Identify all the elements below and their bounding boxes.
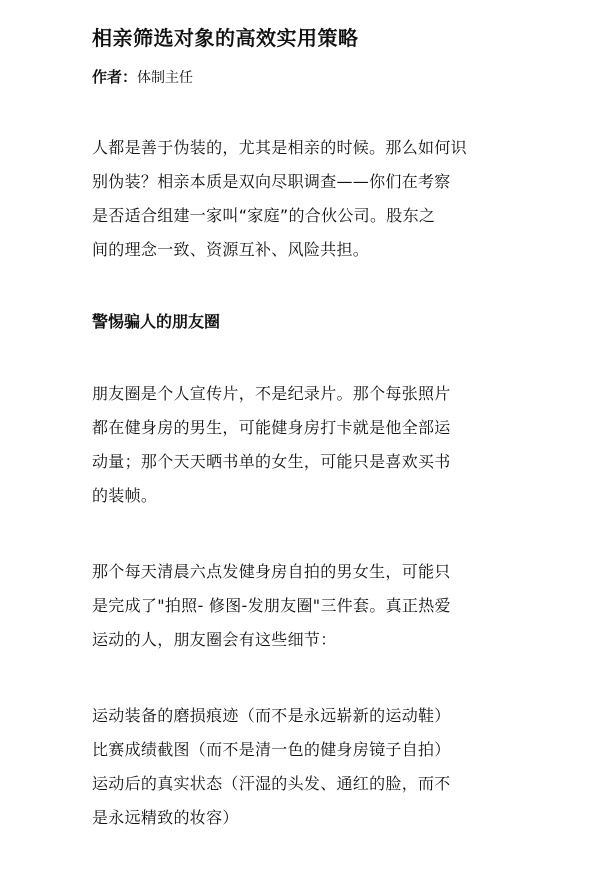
paragraph-line: 是永远精致的妆容） [92, 808, 239, 827]
paragraph-details [92, 699, 522, 835]
paragraph-line: 的装帧。 [92, 486, 158, 505]
paragraph-line: 别伪装？相亲本质是双向尽职调查——你们在考察 [92, 172, 451, 191]
paragraph-line: 是完成了"拍照- 修图-发朋友圈"三件套。真正热爱 [92, 596, 451, 615]
paragraph-line: 运动后的真实状态（汗湿的头发、通红的脸，而不 [92, 774, 451, 793]
paragraph-line: 都在健身房的男生，可能健身房打卡就是他全部运 [92, 418, 451, 437]
paragraph-line: 运动装备的磨损痕迹（而不是永远崭新的运动鞋） [92, 706, 451, 725]
paragraph-line: 人都是善于伪装的，尤其是相亲的时候。那么如何识 [92, 138, 467, 157]
author-label: 作者： [92, 68, 138, 86]
article [92, 24, 522, 877]
article-title: 相亲筛选对象的高效实用策略 [92, 26, 359, 50]
section-heading: 警惕骗人的朋友圈 [92, 312, 221, 331]
author-name: 体制主任 [137, 70, 194, 86]
paragraph-line: 运动的人，朋友圈会有这些细节： [92, 630, 337, 649]
paragraph-line: 那个每天清晨六点发健身房自拍的男女生，可能只 [92, 562, 451, 581]
intro-paragraph [92, 131, 522, 267]
paragraph-line: 比赛成绩截图（而不是清一色的健身房镜子自拍） [92, 740, 451, 759]
author-byline [92, 66, 522, 89]
paragraph-gym-selfie [92, 555, 522, 657]
paragraph-line: 是否适合组建一家叫“家庭”的合伙公司。股东之 [92, 206, 436, 225]
paragraph-line: 动量；那个天天晒书单的女生，可能只是喜欢买书 [92, 452, 451, 471]
paragraph-moments [92, 377, 522, 513]
paragraph-line: 朋友圈是个人宣传片，不是纪录片。那个每张照片 [92, 384, 451, 403]
paragraph-line: 间的理念一致、资源互补、风险共担。 [92, 240, 370, 259]
